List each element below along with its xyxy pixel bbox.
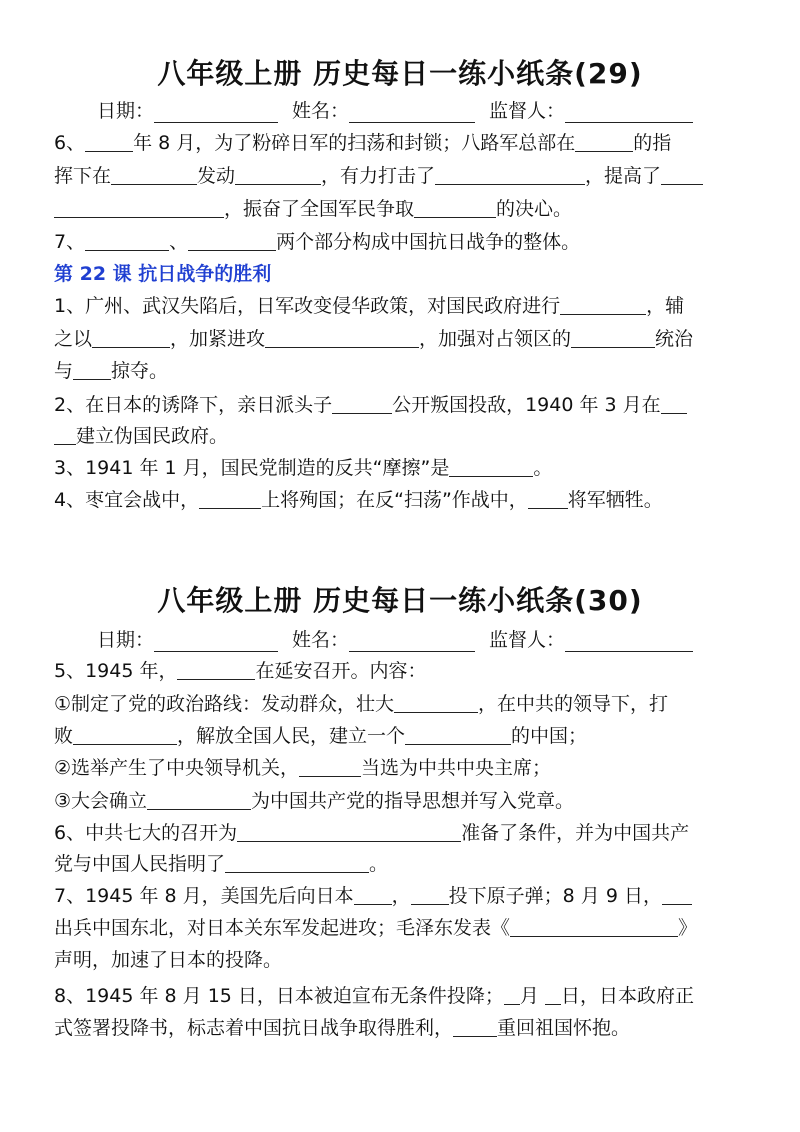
question-line: ①制定了党的政治路线：发动群众，壮大 ，在中共的领导下，打 [54, 693, 669, 715]
name-blank[interactable] [349, 631, 475, 652]
answer-blank[interactable] [92, 327, 170, 348]
answer-blank[interactable] [662, 884, 692, 905]
answer-blank[interactable] [449, 456, 533, 477]
supervisor-blank[interactable] [565, 102, 693, 123]
date-label: 日期： [97, 100, 155, 122]
lesson-heading: 第 22 课 抗日战争的胜利 [54, 263, 272, 285]
question-line: 声明，加速了日本的投降。 [54, 949, 283, 971]
answer-blank[interactable] [504, 984, 520, 1005]
answer-blank[interactable] [73, 724, 177, 745]
question-line: 之以 ，加紧进攻 ，加强对占领区的 统治 [54, 328, 694, 350]
date-blank[interactable] [154, 631, 278, 652]
question-line: 5、1945 年， 在延安召开。内容： [54, 660, 427, 682]
question-line: 2、在日本的诱降下，亲日派头子 公开叛国投敌，1940 年 3 月在 [54, 393, 687, 417]
answer-blank[interactable] [265, 327, 419, 348]
answer-blank[interactable] [453, 1016, 497, 1037]
name-label: 姓名： [292, 629, 350, 651]
question-line: 8、1945 年 8 月 15 日，日本被迫宣布无条件投降； 月 日，日本政府正 [54, 985, 694, 1007]
name-blank[interactable] [349, 102, 475, 123]
question-line: 出兵中国东北，对日本关东军发起进攻；毛泽东发表《 》 [54, 917, 698, 939]
question-line: 与 掠夺。 [54, 360, 169, 382]
answer-blank[interactable] [85, 131, 133, 152]
answer-blank[interactable] [54, 424, 76, 445]
date-label: 日期： [97, 629, 155, 651]
supervisor-blank[interactable] [565, 631, 693, 652]
answer-blank[interactable] [661, 393, 687, 414]
answer-blank[interactable] [188, 230, 276, 251]
card29-header [97, 96, 693, 123]
answer-blank[interactable] [575, 131, 633, 152]
question-line: 败 ，解放全国人民，建立一个 的中国； [54, 725, 588, 747]
question-line: 6、中共七大的召开为 准备了条件，并为中国共产 [54, 822, 690, 844]
question-line: ，振奋了全国军民争取 的决心。 [54, 197, 572, 221]
answer-blank[interactable] [414, 197, 496, 218]
question-line: 7、 、 两个部分构成中国抗日战争的整体。 [54, 231, 581, 253]
answer-blank[interactable] [237, 821, 461, 842]
supervisor-label: 监督人： [489, 100, 566, 122]
answer-blank[interactable] [394, 692, 478, 713]
name-label: 姓名： [292, 100, 350, 122]
question-line: 党与中国人民指明了 。 [54, 853, 389, 875]
supervisor-label: 监督人： [489, 629, 566, 651]
card30-title: 八年级上册 历史每日一练小纸条(30) [157, 584, 643, 617]
answer-blank[interactable] [73, 359, 111, 380]
question-line: 7、1945 年 8 月，美国先后向日本 ， 投下原子弹；8 月 9 日， [54, 884, 692, 908]
answer-blank[interactable] [571, 327, 655, 348]
question-line: 1、广州、武汉失陷后，日军改变侵华政策，对国民政府进行 ，辅 [54, 295, 685, 317]
question-line: 建立伪国民政府。 [54, 424, 228, 448]
question-line: ③大会确立 为中国共产党的指导思想并写入党章。 [54, 790, 575, 812]
answer-blank[interactable] [85, 230, 169, 251]
answer-blank[interactable] [147, 789, 251, 810]
answer-blank[interactable] [299, 756, 361, 777]
card29-title: 八年级上册 历史每日一练小纸条(29) [157, 57, 643, 90]
answer-blank[interactable] [354, 884, 392, 905]
answer-blank[interactable] [332, 393, 392, 414]
answer-blank[interactable] [661, 164, 703, 185]
date-blank[interactable] [154, 102, 278, 123]
answer-blank[interactable] [411, 884, 449, 905]
answer-blank[interactable] [111, 164, 197, 185]
question-line: ②选举产生了中央领导机关， 当选为中共中央主席； [54, 757, 552, 779]
question-line: 4、枣宜会战中， 上将殉国；在反“扫荡”作战中， 将军牺牲。 [54, 489, 663, 511]
answer-blank[interactable] [235, 164, 321, 185]
answer-blank[interactable] [225, 852, 369, 873]
answer-blank[interactable] [199, 488, 261, 509]
answer-blank[interactable] [54, 197, 224, 218]
answer-blank[interactable] [560, 294, 646, 315]
answer-blank[interactable] [545, 984, 561, 1005]
answer-blank[interactable] [177, 659, 255, 680]
answer-blank[interactable] [510, 916, 678, 937]
answer-blank[interactable] [435, 164, 585, 185]
answer-blank[interactable] [528, 488, 568, 509]
card30-header [97, 625, 693, 652]
question-line: 挥下在 发动 ，有力打击了 ，提高了 [54, 164, 703, 188]
question-line: 3、1941 年 1 月，国民党制造的反共“摩擦”是 。 [54, 457, 553, 479]
answer-blank[interactable] [405, 724, 511, 745]
question-line: 式签署投降书，标志着中国抗日战争取得胜利， 重回祖国怀抱。 [54, 1017, 631, 1039]
question-line: 6、 年 8 月，为了粉碎日军的扫荡和封锁；八路军总部在 的指 [54, 132, 672, 154]
